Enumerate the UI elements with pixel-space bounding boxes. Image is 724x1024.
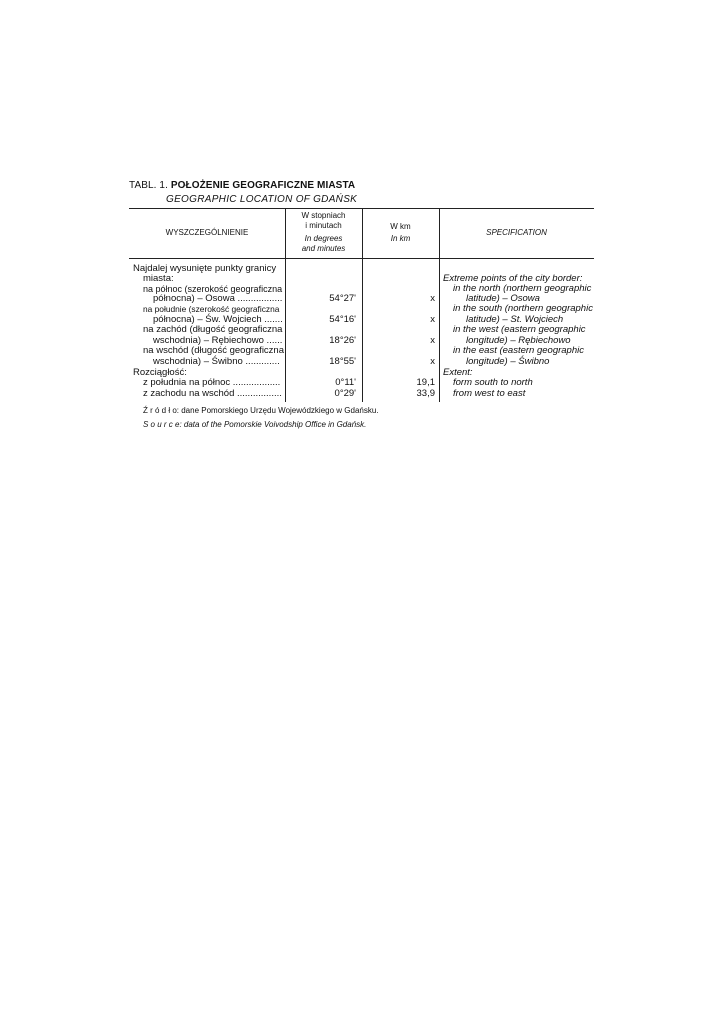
header-degrees-pl-2: i minutach [305,221,342,230]
row-degrees: 18°55' [329,356,356,367]
row-en: longitude) – Rębiechowo [466,335,571,346]
row-pl: wschodnia) – Rębiechowo ...... [153,335,283,346]
row-pl: północna) – Osowa ................. [153,293,283,304]
row-pl: z południa na północ .................. [143,377,281,388]
row-pl: Najdalej wysunięte punkty granicy [133,263,277,274]
source-note-en: S o u r c e: data of the Pomorskie Voivodship Office in Gdańsk. [143,420,367,429]
header-degrees-en-1: In degrees [304,234,343,243]
row-km: x [430,356,435,367]
row-pl: miasta: [143,273,174,284]
header-specification: SPECIFICATION [486,228,547,237]
row-en: longitude) – Świbno [466,356,550,367]
header-km-pl: W km [390,222,411,231]
row-en: in the east (eastern geographic [453,345,584,356]
header-degrees-pl-1: W stopniach [301,211,346,220]
header-km [362,222,439,244]
row-pl: na zachód (długość geograficzna [143,324,283,335]
row-degrees: 54°16' [329,314,356,325]
row-en: Extreme points of the city border: [443,273,583,284]
row-degrees: 0°29' [334,388,356,399]
row-en: from west to east [453,388,526,399]
row-km: x [430,335,435,346]
row-en: in the north (northern geographic [453,283,592,294]
row-pl: północna) – Św. Wojciech ....... [153,314,283,325]
row-en: form south to north [453,377,533,388]
row-pl: na wschód (długość geograficzna [143,345,285,356]
row-pl: na północ (szerokość geograficzna [143,284,283,294]
row-en: latitude) – St. Wojciech [466,314,564,325]
row-pl: Rozciągłość: [133,367,187,378]
table-title [129,180,355,191]
row-pl: wschodnia) – Świbno ............. [153,356,280,367]
table-title-text: POŁOŻENIE GEOGRAFICZNE MIASTA [170,180,356,191]
row-en: Extent: [443,367,473,378]
row-pl: na południe (szerokość geograficzna [143,304,280,314]
row-en: in the west (eastern geographic [453,324,586,335]
header-degrees-en-2: and minutes [301,244,346,253]
table-subtitle: GEOGRAPHIC LOCATION OF GDAŃSK [166,194,358,205]
row-km: 19,1 [416,377,435,388]
header-km-en: In km [390,234,411,243]
source-note-pl: Ź r ó d ł o: dane Pomorskiego Urzędu Wojewódzkiego w Gdańsku. [143,406,379,415]
table-number: TABL. 1. [129,180,168,191]
row-pl: z zachodu na wschód ................. [143,388,282,399]
row-km: x [430,314,435,325]
row-degrees: 0°11' [335,377,356,388]
header-degrees [285,211,362,254]
row-en: latitude) – Osowa [466,293,540,304]
row-degrees: 54°27' [329,293,356,304]
header-description: WYSZCZEGÓLNIENIE [165,228,249,237]
row-degrees: 18°26' [329,335,356,346]
row-en: in the south (northern geographic [453,303,593,314]
row-km: x [430,293,435,304]
row-km: 33,9 [416,388,435,399]
